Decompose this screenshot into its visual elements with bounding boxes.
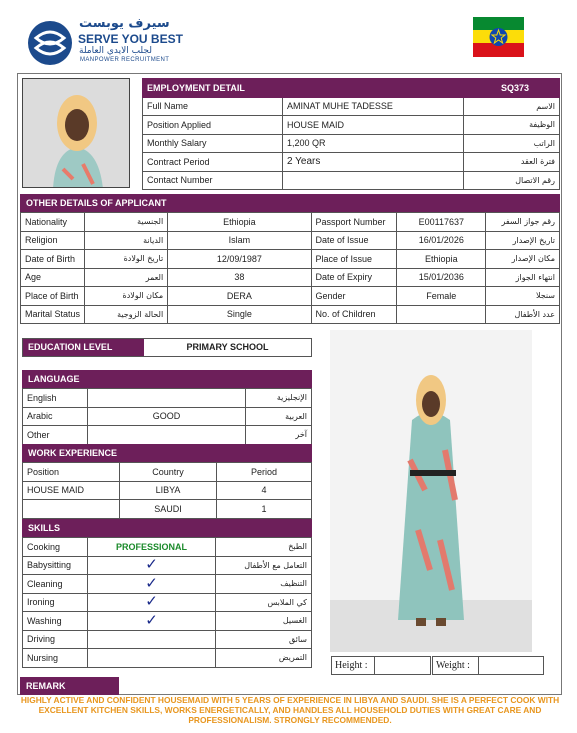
employment-title: EMPLOYMENT DETAIL (143, 79, 374, 98)
table-row (21, 268, 560, 287)
remark-text: HIGHLY ACTIVE AND CONFIDENT HOUSEMAID WITH 5 YEARS OF EXPERIENCE IN LIBYA AND SAUDI. SHE IS A PERFECT COOK WITH EXCELLENT KITCHEN SKILLS, WORKS ENERGETICALLY, AND HANDLES ALL HOUSEHOLD DUTIES WITH GREAT CARE AND PROFESSIONALISM. STRONGLY RECOMMENDED. (20, 695, 560, 725)
table-row (143, 171, 560, 190)
field-label: Contact Number (143, 171, 283, 190)
field-label-arabic: الجنسية (85, 213, 168, 232)
skill-label-arabic: التنظيف (216, 575, 312, 594)
language-section (22, 370, 312, 445)
skill-label: Driving (23, 630, 88, 649)
table-row (23, 593, 312, 612)
table-row (23, 426, 312, 445)
skill-label-arabic: الغسيل (216, 612, 312, 631)
field-label-arabic: الاسم (464, 97, 560, 116)
skill-label: Cooking (23, 538, 88, 557)
education-title: EDUCATION LEVEL (23, 339, 144, 356)
brand-logo (24, 16, 182, 68)
work-position (23, 500, 120, 519)
language-label: Other (23, 426, 88, 445)
field-label-arabic: الديانة (85, 231, 168, 250)
language-label: English (23, 389, 88, 408)
table-row (23, 556, 312, 575)
table-row (21, 250, 560, 269)
field-label-arabic: سنجلا (486, 287, 560, 306)
employment-detail-section (142, 78, 560, 190)
field-label: Place of Issue (311, 250, 397, 269)
table-row (23, 630, 312, 649)
language-label-arabic: آخر (246, 426, 312, 445)
height-field (331, 656, 431, 675)
skill-label: Washing (23, 612, 88, 631)
height-label: Height : (332, 657, 375, 674)
field-label-arabic: انتهاء الجواز (486, 268, 560, 287)
brand-arabic-tagline: لجلب الايدي العاملة (79, 46, 152, 56)
skill-label-arabic: كي الملابس (216, 593, 312, 612)
nationality-value: Ethiopia (168, 213, 311, 232)
work-period: 4 (217, 481, 312, 500)
gender-value: Female (397, 287, 486, 306)
work-experience-section (22, 444, 312, 519)
table-row (23, 575, 312, 594)
field-label: Gender (311, 287, 397, 306)
marital-status-value: Single (168, 305, 311, 324)
age-value: 38 (168, 268, 311, 287)
skill-label: Cleaning (23, 575, 88, 594)
table-header-row (23, 463, 312, 482)
field-label-arabic: رقم الاتصال (464, 171, 560, 190)
date-of-issue-value: 16/01/2026 (397, 231, 486, 250)
skill-label-arabic: التمريض (216, 649, 312, 668)
field-label: Date of Issue (311, 231, 397, 250)
field-label: No. of Children (311, 305, 397, 324)
checkmark-icon: ✓ (88, 575, 216, 594)
weight-field (432, 656, 544, 675)
table-row (23, 407, 312, 426)
place-of-birth-value: DERA (168, 287, 311, 306)
table-row (23, 500, 312, 519)
other-details-title: OTHER DETAILS OF APPLICANT (20, 194, 560, 212)
skill-label: Babysitting (23, 556, 88, 575)
skill-label: Nursing (23, 649, 88, 668)
arabic-level: GOOD (88, 407, 246, 426)
table-row (143, 153, 560, 172)
brand-arabic-name: سيرف يوبست (79, 16, 170, 31)
column-header: Country (120, 463, 217, 482)
contact-number-value (283, 171, 464, 190)
checkmark-icon: ✓ (88, 612, 216, 631)
field-label-arabic: عدد الأطفال (486, 305, 560, 324)
field-label: Marital Status (21, 305, 85, 324)
education-value: PRIMARY SCHOOL (186, 342, 269, 352)
work-position: HOUSE MAID (23, 481, 120, 500)
field-label-arabic: العمر (85, 268, 168, 287)
skill-label-arabic: سائق (216, 630, 312, 649)
other-language-level (88, 426, 246, 445)
field-label-arabic: الراتب (464, 134, 560, 153)
table-row (21, 305, 560, 324)
field-label: Date of Birth (21, 250, 85, 269)
brand-english-name: SERVE YOU BEST (78, 32, 183, 46)
children-value (397, 305, 486, 324)
skills-section (22, 519, 312, 668)
field-label: Age (21, 268, 85, 287)
cooking-level: PROFESSIONAL (88, 538, 216, 557)
remark-title: REMARK (20, 677, 119, 695)
table-row (21, 287, 560, 306)
field-label-arabic: فترة العقد (464, 153, 560, 172)
field-label-arabic: رقم جواز السفر (486, 213, 560, 232)
field-label: Passport Number (311, 213, 397, 232)
field-label: Nationality (21, 213, 85, 232)
table-row (23, 389, 312, 408)
brand-english-tagline: MANPOWER RECRUITMENT (80, 57, 170, 63)
language-label: Arabic (23, 407, 88, 426)
language-label-arabic: الإنجليزية (246, 389, 312, 408)
full-name-value: AMINAT MUHE TADESSE (283, 97, 464, 116)
field-label-arabic: مكان الولادة (85, 287, 168, 306)
nursing-level (88, 649, 216, 668)
position-value: HOUSE MAID (283, 116, 464, 135)
religion-value: Islam (168, 231, 311, 250)
contract-period-value: 2 Years (283, 153, 464, 172)
field-label: Full Name (143, 97, 283, 116)
passport-number-value: E00117637 (397, 213, 486, 232)
field-label-arabic: تاريخ الولادة (85, 250, 168, 269)
skill-label-arabic: التعامل مع الأطفال (216, 556, 312, 575)
table-row (23, 481, 312, 500)
table-row (143, 97, 560, 116)
table-row (23, 649, 312, 668)
place-of-issue-value: Ethiopia (397, 250, 486, 269)
salary-value: 1,200 QR (283, 134, 464, 153)
field-label: Position Applied (143, 116, 283, 135)
language-label-arabic: العربية (246, 407, 312, 426)
field-label: Place of Birth (21, 287, 85, 306)
table-row (21, 213, 560, 232)
work-country: SAUDI (120, 500, 217, 519)
field-label-arabic: تاريخ الإصدار (486, 231, 560, 250)
table-row (21, 231, 560, 250)
column-header: Period (217, 463, 312, 482)
field-label: Date of Expiry (311, 268, 397, 287)
applicant-head-photo (22, 78, 130, 188)
education-section (22, 338, 312, 357)
field-label-arabic: الوظيفة (464, 116, 560, 135)
driving-level (88, 630, 216, 649)
skill-label-arabic: الطبخ (216, 538, 312, 557)
work-period: 1 (217, 500, 312, 519)
language-title: LANGUAGE (22, 370, 312, 388)
weight-label: Weight : (433, 657, 479, 674)
table-row (23, 612, 312, 631)
applicant-full-body-photo (330, 330, 532, 652)
field-label: Religion (21, 231, 85, 250)
reference-number: SQ373 (373, 79, 560, 98)
logo-mark-icon (24, 18, 76, 70)
work-country: LIBYA (120, 481, 217, 500)
table-row (143, 116, 560, 135)
field-label: Contract Period (143, 153, 283, 172)
date-of-birth-value: 12/09/1987 (168, 250, 311, 269)
field-label: Monthly Salary (143, 134, 283, 153)
checkmark-icon: ✓ (88, 593, 216, 612)
checkmark-icon: ✓ (88, 556, 216, 575)
skills-title: SKILLS (22, 519, 312, 537)
date-of-expiry-value: 15/01/2036 (397, 268, 486, 287)
skill-label: Ironing (23, 593, 88, 612)
field-label-arabic: مكان الإصدار (486, 250, 560, 269)
other-details-section (20, 194, 560, 324)
ethiopia-flag-icon (473, 17, 524, 57)
table-row (143, 134, 560, 153)
english-level (88, 389, 246, 408)
field-label-arabic: الحالة الزوجية (85, 305, 168, 324)
work-experience-title: WORK EXPERIENCE (22, 444, 312, 462)
column-header: Position (23, 463, 120, 482)
table-row (23, 538, 312, 557)
